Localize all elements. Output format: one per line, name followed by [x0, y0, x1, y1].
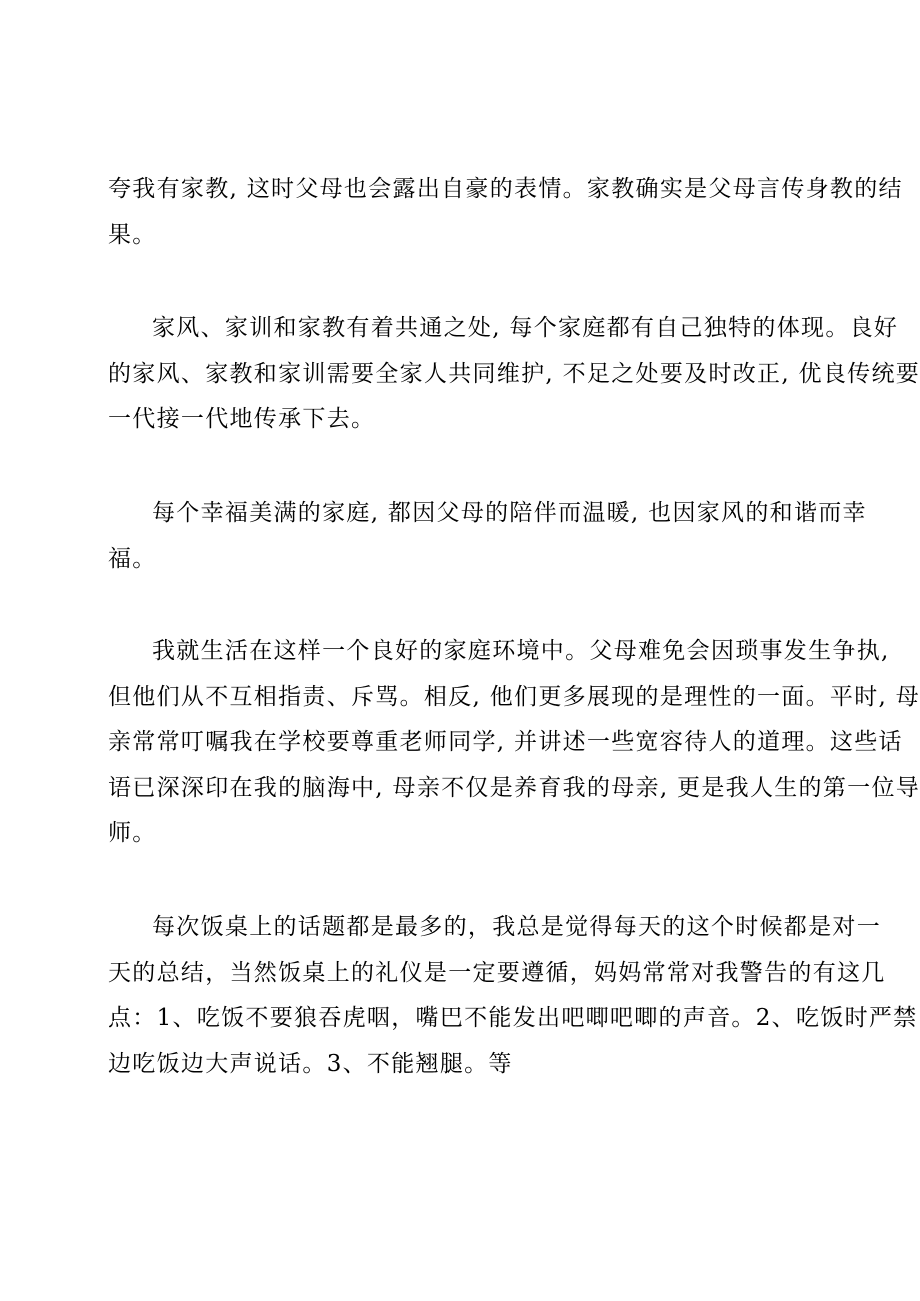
paragraph-line: 每个幸福美满的家庭, 都因父母的陪伴而温暖, 也因家风的和谐而幸 — [152, 500, 867, 526]
paragraph-line: 每次饭桌上的话题都是最多的，我总是觉得每天的这个时候都是对一 — [152, 914, 881, 940]
paragraph-line: 语已深深印在我的脑海中, 母亲不仅是养育我的母亲, 更是我人生的第一位导 — [108, 774, 920, 801]
paragraph-1 — [108, 167, 903, 258]
paragraph-line: 师。 — [108, 820, 157, 846]
paragraph-line: 我就生活在这样一个良好的家庭环境中。父母难免会因琐事发生争执, — [152, 638, 890, 664]
paragraph-line: 福。 — [108, 545, 157, 572]
paragraph-5 — [108, 905, 918, 1087]
paragraph-3 — [108, 491, 867, 582]
paragraph-2 — [108, 306, 920, 443]
paragraph-line: 家风、家训和家教有着共通之处, 每个家庭都有自己独特的体现。良好 — [152, 315, 899, 341]
paragraph-line: 但他们从不互相指责、斥骂。相反, 他们更多展现的是理性的一面。平时, 母 — [108, 683, 920, 710]
paragraph-line: 果。 — [108, 221, 157, 248]
paragraph-line: 天的总结，当然饭桌上的礼仪是一定要遵循，妈妈常常对我警告的有这几 — [108, 959, 886, 986]
paragraph-line: 夸我有家教, 这时父母也会露出自豪的表情。家教确实是父母言传身教的结 — [108, 176, 903, 202]
paragraph-line: 边吃饭边大声说话。3、不能翘腿。等 — [108, 1050, 513, 1077]
paragraph-line: 亲常常叮嘱我在学校要尊重老师同学, 并讲述一些宽容待人的道理。这些话 — [108, 729, 903, 755]
paragraph-line: 的家风、家教和家训需要全家人共同维护, 不足之处要及时改正, 优良传统要 — [108, 360, 920, 387]
paragraph-4 — [108, 629, 920, 857]
paragraph-line: 点：1、吃饭不要狼吞虎咽，嘴巴不能发出吧唧吧唧的声音。2、吃饭时严禁 — [108, 1005, 918, 1031]
paragraph-line: 一代接一代地传承下去。 — [108, 406, 376, 432]
